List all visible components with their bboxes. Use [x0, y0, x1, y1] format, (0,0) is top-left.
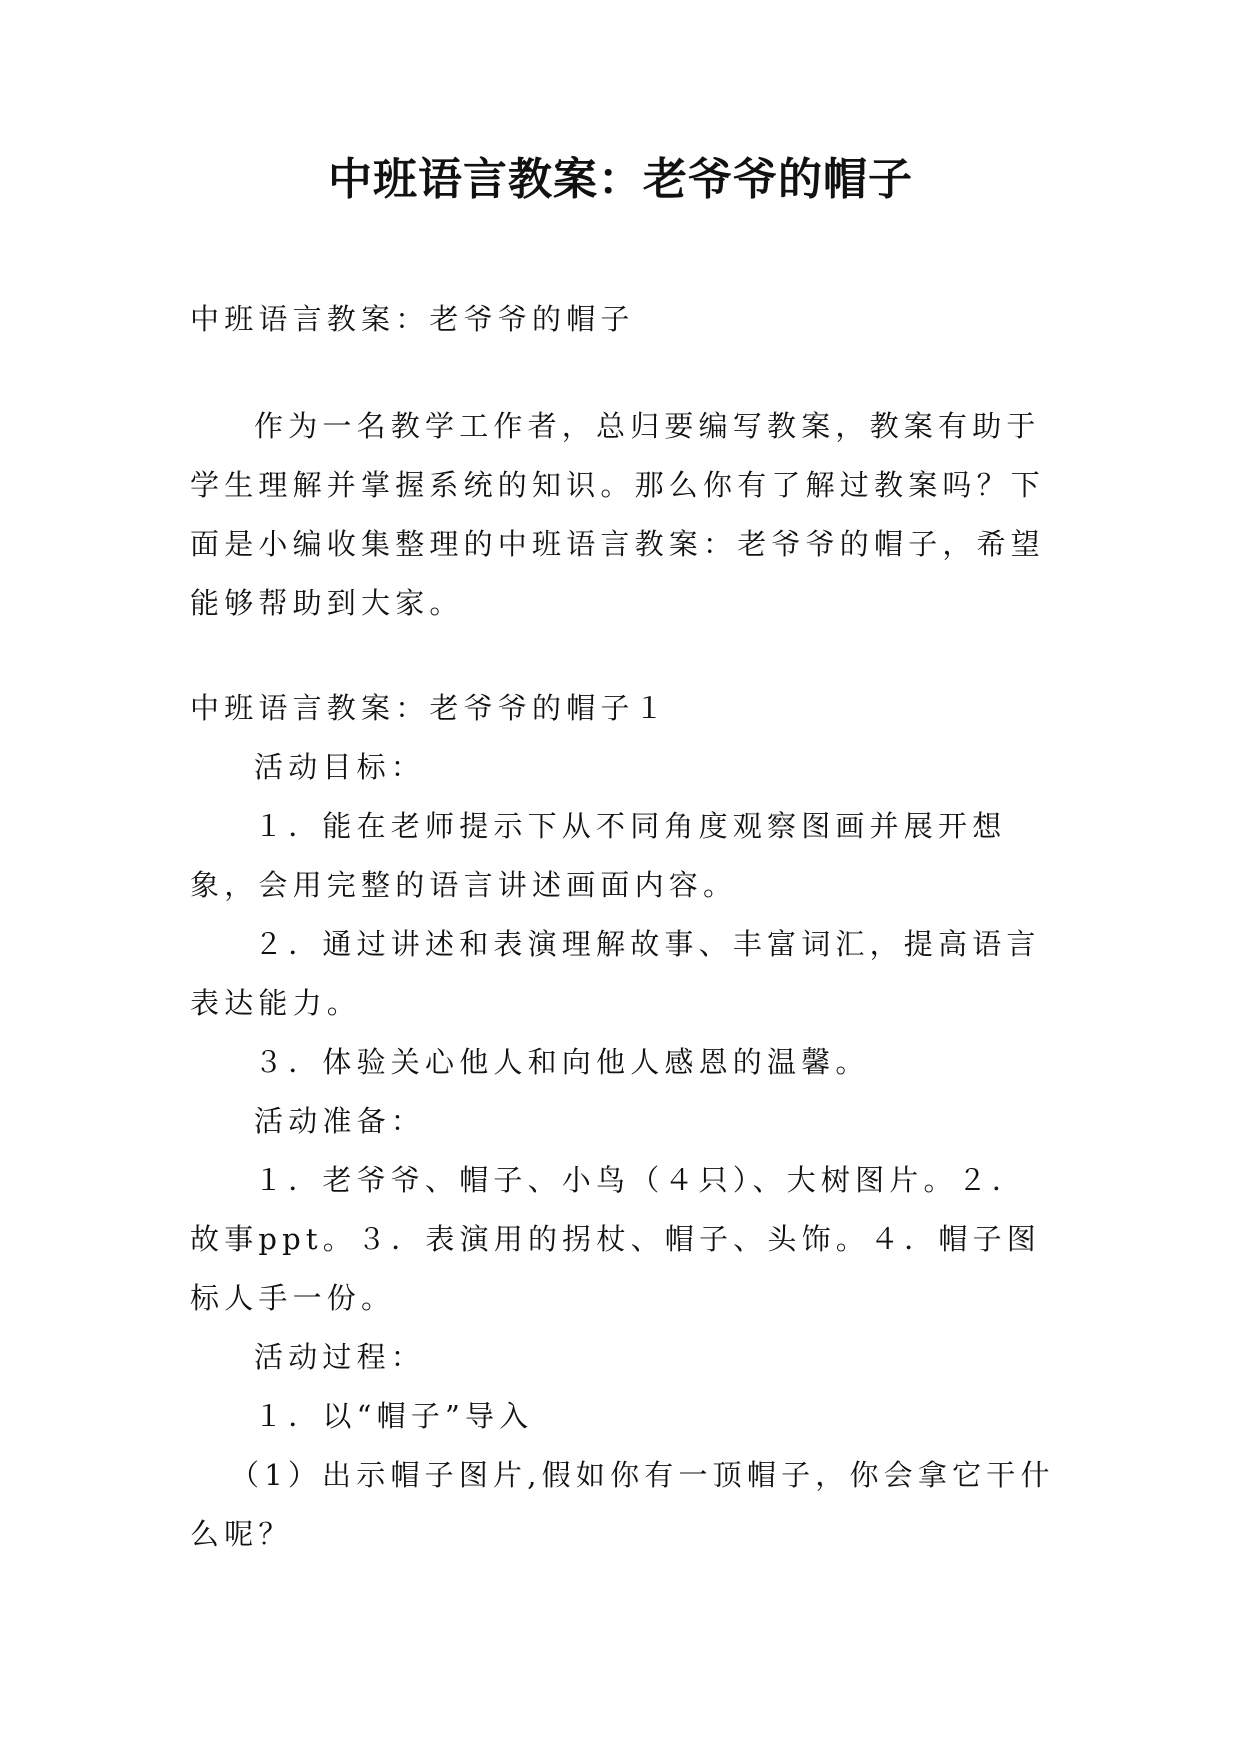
intro-paragraph: 作为一名教学工作者，总归要编写教案，教案有助于学生理解并掌握系统的知识。那么你有了解过教案吗？下面是小编收集整理的中班语言教案：老爷爷的帽子，希望能够帮助到大家。 — [190, 409, 1046, 620]
document-title: 中班语言教案：老爷爷的帽子 — [328, 154, 913, 205]
process-step-1: １．以“帽子”导入 — [254, 1399, 534, 1433]
goal-item-3: ３．体验关心他人和向他人感恩的温馨。 — [254, 1045, 870, 1079]
section-heading: 中班语言教案：老爷爷的帽子１ — [190, 691, 669, 725]
goals-heading: 活动目标： — [254, 750, 426, 784]
prep-heading: 活动准备： — [254, 1104, 426, 1138]
subtitle-line: 中班语言教案：老爷爷的帽子 — [190, 302, 635, 336]
process-step-1-question: （1）出示帽子图片,假如你有一顶帽子，你会拿它干什么呢？ — [190, 1458, 1055, 1551]
document-body — [190, 290, 1060, 1564]
goal-item-1: １．能在老师提示下从不同角度观察图画并展开想象，会用完整的语言讲述画面内容。 — [190, 809, 1007, 902]
process-heading: 活动过程： — [254, 1340, 426, 1374]
goal-item-2: ２．通过讲述和表演理解故事、丰富词汇，提高语言表达能力。 — [190, 927, 1041, 1020]
prep-paragraph: １．老爷爷、帽子、小鸟（４只）、大树图片。２．故事ppt。３．表演用的拐杖、帽子、头饰。４．帽子图标人手一份。 — [190, 1163, 1041, 1315]
